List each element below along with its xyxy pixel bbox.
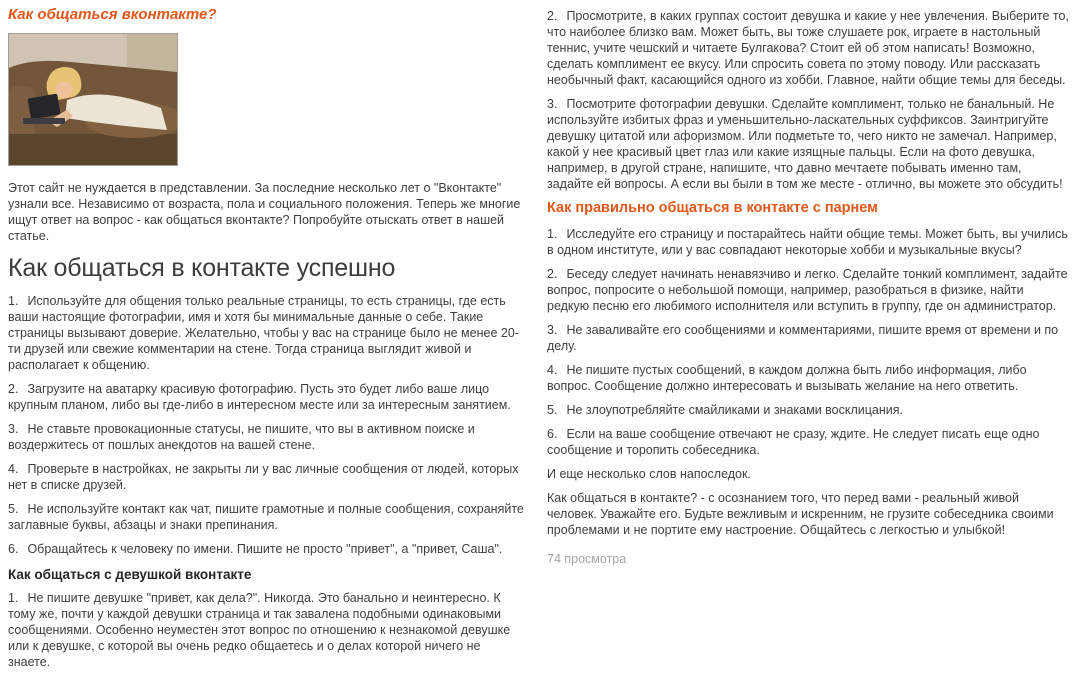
list-item bbox=[8, 461, 525, 493]
list-item bbox=[547, 426, 1069, 458]
list-item bbox=[8, 293, 525, 373]
item-text: Не заваливайте его сообщениями и комментариями, пишите время от времени и по делу. bbox=[547, 323, 1059, 353]
item-text: Загрузите на аватарку красивую фотографию. Пусть это будет либо ваше лицо крупным планом, либо вы где-либо в интересном месте или за интересным занятием. bbox=[8, 382, 511, 412]
list-item bbox=[547, 322, 1069, 354]
list-item bbox=[547, 266, 1069, 314]
item-number: 4. bbox=[8, 462, 19, 476]
item-text: Посмотрите фотографии девушки. Сделайте комплимент, только не банальный. Не используйте избитых фраз и уменьшительно-ласкательных суффиксов. Заинтригуйте девушку цитатой или афоризмом. Или подметьте то, чего никто не замечал. Например, какой у нее красивый цвет глаз или какие изящные пальцы. Если на фото девушка, например, в другой стране, напишите, что давно мечтаете побывать именно там, задайте ей вопросы. А если вы были в том же месте - отлично, вы можете это обсудить! bbox=[547, 97, 1063, 191]
item-text: Не используйте контакт как чат, пишите грамотные и полные сообщения, сохраняйте заглавные буквы, абзацы и знаки препинания. bbox=[8, 502, 524, 532]
item-text: Проверьте в настройках, не закрыты ли у вас личные сообщения от людей, которых нет в списке друзей. bbox=[8, 462, 519, 492]
list-item bbox=[8, 541, 525, 557]
article-photo bbox=[8, 33, 178, 166]
item-number: 5. bbox=[8, 502, 19, 516]
heading-guy: Как правильно общаться в контакте с парнем bbox=[547, 200, 878, 216]
item-number: 2. bbox=[8, 382, 19, 396]
item-text: Обращайтесь к человеку по имени. Пишите не просто "привет", а "привет, Саша". bbox=[27, 542, 503, 556]
list-item bbox=[8, 501, 525, 533]
heading-girl: Как общаться с девушкой вконтакте bbox=[8, 567, 252, 582]
item-number: 6. bbox=[8, 542, 19, 556]
item-text: Не пишите девушке "привет, как дела?". Никогда. Это банально и неинтересно. К тому же, почти у каждой девушки страница и так завалена подобными одинаковыми сообщениями. Особенно неуместен этот вопрос по отношению к незнакомой девушке или к девушке, с которой вы очень редко общаетесь и о делах которой ничего не знаете. bbox=[8, 591, 511, 669]
list-item bbox=[547, 226, 1069, 258]
closing-paragraph: Как общаться в контакте? - с осознанием того, что перед вами - реальный живой человек. Уважайте его. Будьте вежливым и искренним, не грузите собеседника своими проблемами и не портите ему настроение. Общайтесь с легкостью и улыбкой! bbox=[547, 491, 1054, 537]
item-number: 3. bbox=[547, 97, 558, 111]
views-count: 74 просмотра bbox=[547, 552, 627, 566]
item-text: Не ставьте провокационные статусы, не пишите, что вы в активном поиске и воздержитесь от пошлых анекдотов на вашей стене. bbox=[8, 422, 475, 452]
list-item bbox=[547, 362, 1069, 394]
item-number: 4. bbox=[547, 363, 558, 377]
item-number: 2. bbox=[547, 9, 558, 23]
item-number: 1. bbox=[547, 227, 558, 241]
item-text: Если на ваше сообщение отвечают не сразу, ждите. Не следует писать еще одно сообщение и торопить собеседника. bbox=[547, 427, 1040, 457]
item-number: 1. bbox=[8, 294, 19, 308]
item-text: Не злоупотребляйте смайликами и знаками восклицания. bbox=[566, 403, 903, 417]
item-number: 5. bbox=[547, 403, 558, 417]
item-text: Не пишите пустых сообщений, в каждом должна быть либо информация, либо вопрос. Сообщение должно интересовать и вызывать желание на него ответить. bbox=[547, 363, 1027, 393]
list-item bbox=[547, 402, 1069, 418]
item-number: 2. bbox=[547, 267, 558, 281]
item-text: Просмотрите, в каких группах состоит девушка и какие у нее увлечения. Выберите то, что наиболее близко вам. Может быть, вы тоже слушаете рок, играете в настольный теннис, учите чешский и читаете Булгакова? Стоит ей об этом написать! Возможно, сделать комплимент ее вкусу. Или спросить совета по этому поводу. Или рассказать необычный факт, касающийся одного из хобби. Главное, найти общие темы для беседы. bbox=[547, 9, 1069, 87]
list-item bbox=[8, 381, 525, 413]
item-text: Исследуйте его страницу и постарайтесь найти общие темы. Может быть, вы учились в одном институте, или у вас совпадают некоторые хобби и музыкальные вкусы? bbox=[547, 227, 1068, 257]
item-number: 6. bbox=[547, 427, 558, 441]
item-number: 3. bbox=[547, 323, 558, 337]
item-text: Используйте для общения только реальные страницы, то есть страницы, где есть ваши настоящие фотографии, имя и хотя бы минимальные данные о себе. Такие страницы вызывают доверие. Желательно, чтобы у вас на странице было не менее 20-ти друзей или свежие комментарии на стене. Тогда страница выглядит живой и располагает к общению. bbox=[8, 294, 519, 372]
item-number: 1. bbox=[8, 591, 19, 605]
intro-paragraph: Этот сайт не нуждается в представлении. За последние несколько лет о "Вконтакте" узнали все. Независимо от возраста, пола и социального положения. Теперь же многие ищут ответ на вопрос - как общаться вконтакте? Попробуйте отыскать ответ в нашей статье. bbox=[8, 181, 521, 243]
woman-laptop-illustration bbox=[9, 34, 177, 165]
left-column bbox=[8, 4, 537, 686]
list-item bbox=[8, 590, 525, 670]
list-item bbox=[8, 421, 525, 453]
list-item bbox=[547, 8, 1069, 88]
page-title: Как общаться вконтакте? bbox=[8, 6, 217, 23]
item-number: 3. bbox=[8, 422, 19, 436]
right-column bbox=[537, 4, 1069, 686]
item-text: Беседу следует начинать ненавязчиво и легко. Сделайте тонкий комплимент, задайте вопрос, попросите о небольшой помощи, например, разобраться в физике, найти редкую песню его любимого исполнителя или вступить в группу, где он администратор. bbox=[547, 267, 1068, 313]
list-item bbox=[547, 96, 1069, 192]
heading-success: Как общаться в контакте успешно bbox=[8, 254, 396, 282]
closing-lead: И еще несколько слов напоследок. bbox=[547, 467, 751, 481]
